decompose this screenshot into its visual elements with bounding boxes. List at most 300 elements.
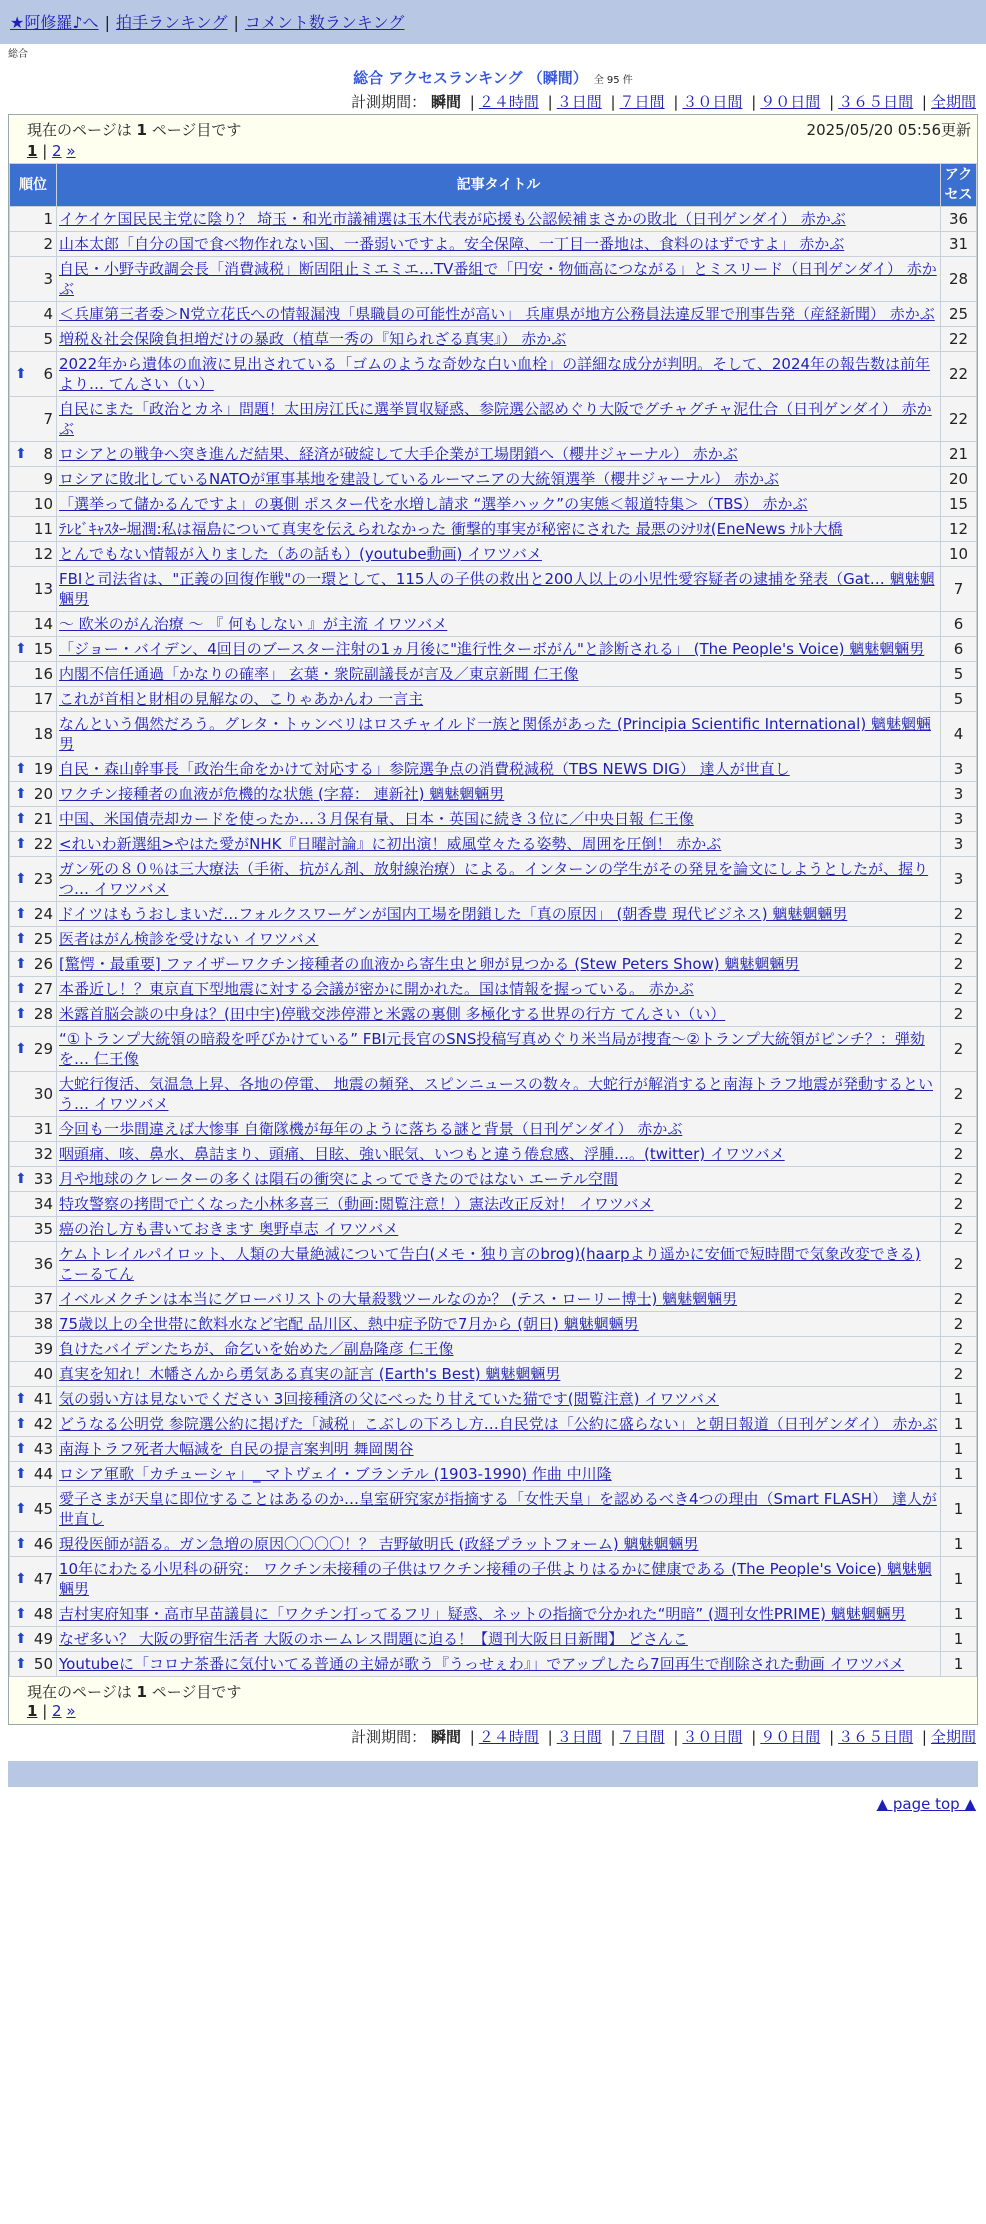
access-count: 25 [941,302,977,327]
table-row [10,1312,977,1337]
title-cell [57,1532,941,1557]
header-rank: 順位 [10,164,57,207]
access-count: 3 [941,757,977,782]
table-row [10,687,977,712]
title-cell [57,1192,941,1217]
access-count: 4 [941,712,977,757]
rank-cell [10,1117,57,1142]
article-link[interactable]: 現役医師が語る。ガン急増の原因〇〇〇〇！？ 吉野敏明氏 (政経プラットフォーム) 魑魅魍魎男 [59,1535,699,1553]
rank-number: 32 [33,1145,53,1163]
title-cell [57,567,941,612]
title-cell [57,1627,941,1652]
period-selector-bottom: 計測期間： 瞬間 | ２４時間 | ３日間 | ７日間 | ３０日間 | ９０日間 | ３６５日間 | 全期間 [351,1728,976,1746]
article-link[interactable]: 山本太郎「自分の国で食べ物作れない国、一番弱いですよ。安全保障、一丁目一番地は、食料のはずですよ」 赤かぶ [59,235,845,253]
title-cell [57,927,941,952]
title-cell [57,977,941,1002]
article-link[interactable]: 南海トラフ死者大幅減を 自民の提言案判明 舞岡関谷 [59,1440,414,1458]
rank-cell [10,1242,57,1287]
rank-number: 44 [33,1465,53,1483]
table-row [10,517,977,542]
access-count: 1 [941,1557,977,1602]
access-count: 6 [941,637,977,662]
table-row [10,1437,977,1462]
article-link[interactable]: Youtubeに「コロナ茶番に気付いてる普通の主婦が歌う『うっせぇわ』」でアップしたら7回再生で削除された動画 イワツバメ [59,1655,905,1673]
rank-number: 40 [33,1365,53,1383]
rank-cell [10,782,57,807]
table-row [10,1027,977,1072]
rank-number: 45 [33,1500,53,1518]
access-count: 3 [941,832,977,857]
title-cell [57,1487,941,1532]
rank-cell [10,1142,57,1167]
access-count: 2 [941,1072,977,1117]
table-row [10,232,977,257]
table-row [10,1652,977,1677]
rank-cell [10,662,57,687]
rank-number: 46 [33,1535,53,1553]
article-link[interactable]: ワクチン接種者の血液が危機的な状態 (字幕： 連新社) 魑魅魍魎男 [59,785,505,803]
access-count: 1 [941,1652,977,1677]
period-link-90d-bottom[interactable]: ９０日間 [760,1728,821,1746]
article-link[interactable]: 癌の治し方も書いておきます 奥野卓志 イワツバメ [59,1220,399,1238]
rank-number: 15 [33,640,53,658]
rank-up-arrow-icon: ⬆ [15,871,27,887]
article-link[interactable]: ロシア軍歌「カチューシャ」_ マトヴェイ・ブランテル (1903-1990) 作曲 中川隆 [59,1465,612,1483]
rank-cell [10,397,57,442]
table-row [10,1602,977,1627]
table-row [10,1557,977,1602]
table-row [10,832,977,857]
article-link[interactable]: なぜ多い？ 大阪の野宿生活者 大阪のホームレス問題に迫る！【週刊大阪日日新聞】 どさんこ [59,1630,688,1648]
access-count: 1 [941,1627,977,1652]
article-link[interactable]: どうなる公明党 参院選公約に掲げた「減税」こぶしの下ろし方…自民党は「公約に盛らない」と朝日報道（日刊ゲンダイ） 赤かぶ [59,1415,938,1433]
rank-number: 49 [33,1630,53,1648]
access-count: 15 [941,492,977,517]
rank-up-arrow-icon: ⬆ [15,1656,27,1672]
rank-cell [10,977,57,1002]
period-link-365d[interactable]: ３６５日間 [838,93,914,111]
period-current: 瞬間 [430,93,461,111]
article-link[interactable]: なんという偶然だろう。グレタ・トゥンベリはロスチャイルド一族と関係があった (Principia Scientific International) 魑魅魍魎男 [59,715,931,753]
period-link-365d-bottom[interactable]: ３６５日間 [838,1728,914,1746]
title-cell [57,207,941,232]
access-count: 2 [941,1287,977,1312]
article-link[interactable]: イケイケ国民民主党に陰り？ 埼玉・和光市議補選は玉木代表が応援も公認候補まさかの敗北（日刊ゲンダイ） 赤かぶ [59,210,846,228]
pagination: 1 | 2 » [27,142,76,160]
rank-up-arrow-icon: ⬆ [15,1606,27,1622]
rank-number: 43 [33,1440,53,1458]
rank-cell [10,232,57,257]
article-link[interactable]: 今回も一歩間違えば大惨事 自衛隊機が毎年のように落ちる謎と背景（日刊ゲンダイ） 赤かぶ [59,1120,683,1138]
rank-cell [10,687,57,712]
period-link-30d[interactable]: ３０日間 [682,93,743,111]
rank-number: 12 [33,545,53,563]
current-page-text: 現在のページは 1 ページ目です [27,121,242,139]
page-2-link[interactable]: 2 [52,142,62,160]
title-cell [57,1437,941,1462]
title-cell [57,302,941,327]
article-link[interactable]: 吉村実府知事・高市早苗議員に「ワクチン打ってるフリ」疑惑、ネットの指摘で分かれた“明暗” (週刊女性PRIME) 魑魅魍魎男 [59,1605,906,1623]
article-link[interactable]: 75歳以上の全世帯に飲料水など宅配 品川区、熱中症予防で7月から (朝日) 魑魅魍魎男 [59,1315,639,1333]
rank-cell [10,1602,57,1627]
rank-cell [10,352,57,397]
article-link[interactable]: 米露首脳会談の中身は？(田中宇)停戦交渉停滞と米露の裏側 多極化する世界の行方 てんさい（い） [59,1005,726,1023]
access-count: 2 [941,1142,977,1167]
rank-number: 1 [43,210,53,228]
rank-up-arrow-icon: ⬆ [15,1391,27,1407]
access-count: 7 [941,567,977,612]
rank-number: 4 [43,305,53,323]
article-link[interactable]: 「選挙って儲かるんですよ」の裏側 ポスター代を水増し請求 “選挙ハック”の実態＜報道特集＞（TBS） 赤かぶ [59,495,808,513]
table-row [10,637,977,662]
article-link[interactable]: FBIと司法省は、"正義の回復作戦"の一環として、115人の子供の救出と200人以上の小児性愛容疑者の逮捕を発表（Gat… 魑魅魍魎男 [59,570,935,608]
table-row [10,1387,977,1412]
page-1-current-bottom: 1 [27,1702,38,1720]
rank-up-arrow-icon: ⬆ [15,761,27,777]
rank-number: 48 [33,1605,53,1623]
title-cell [57,1652,941,1677]
table-row [10,1142,977,1167]
title-cell [57,902,941,927]
article-link[interactable]: 愛子さまが天皇に即位することはあるのか…皇室研究家が指摘する「女性天皇」を認めるべき4つの理由（Smart FLASH） 達人が世直し [59,1490,937,1528]
rank-number: 23 [33,870,53,888]
article-link[interactable]: 特攻警察の拷問で亡くなった小林多喜三（動画:閲覧注意！）憲法改正反対！ イワツバメ [59,1195,654,1213]
article-link[interactable]: 2022年から遺体の血液に見出されている「ゴムのような奇妙な白い血栓」の詳細な成分が判明。そして、2024年の報告数は前年より… てんさい（い） [59,355,931,393]
access-count: 2 [941,1117,977,1142]
period-link-24h[interactable]: ２４時間 [478,93,539,111]
access-count: 6 [941,612,977,637]
table-row [10,302,977,327]
rank-cell [10,517,57,542]
access-count: 2 [941,1192,977,1217]
article-link[interactable]: イベルメクチンは本当にグローバリストの大量殺戮ツールなのか？ (テス・ローリー博士) 魑魅魍魎男 [59,1290,738,1308]
title-cell [57,1557,941,1602]
table-row [10,467,977,492]
table-row [10,442,977,467]
rank-cell [10,567,57,612]
top-nav: ★阿修羅♪へ | 拍手ランキング | コメント数ランキング [0,0,986,44]
access-count: 1 [941,1532,977,1557]
article-link[interactable]: ドイツはもうおしまいだ…フォルクスワーゲンが国内工場を閉鎖した「真の原因」 (朝香豊 現代ビジネス) 魑魅魍魎男 [59,905,848,923]
access-count: 2 [941,902,977,927]
title-cell [57,637,941,662]
table-row [10,1192,977,1217]
access-count: 1 [941,1412,977,1437]
period-link-3d[interactable]: ３日間 [556,93,602,111]
table-row [10,567,977,612]
access-count: 2 [941,1027,977,1072]
rank-number: 35 [33,1220,53,1238]
title-cell [57,857,941,902]
table-row [10,1072,977,1117]
article-link[interactable]: これが首相と財相の見解なの、こりゃあかんわ 一言主 [59,690,424,708]
table-row [10,492,977,517]
period-selector-top: 計測期間： 瞬間 | ２４時間 | ３日間 | ７日間 | ３０日間 | ９０日間 | ３６５日間 | 全期間 [351,93,976,111]
rank-cell [10,467,57,492]
rank-cell [10,1217,57,1242]
rank-number: 19 [33,760,53,778]
pagination-bottom: 1 | 2 » [27,1702,76,1720]
rank-cell [10,902,57,927]
table-row [10,1242,977,1287]
table-row [10,1412,977,1437]
rank-cell [10,1487,57,1532]
rank-number: 27 [33,980,53,998]
access-count: 3 [941,782,977,807]
title-cell [57,1242,941,1287]
article-link[interactable]: 真実を知れ！木幡さんから勇気ある真実の証言 (Earth's Best) 魑魅魍魎男 [59,1365,561,1383]
access-count: 36 [941,207,977,232]
title-cell [57,662,941,687]
rank-cell [10,637,57,662]
page-info-top [9,115,977,163]
rank-cell [10,302,57,327]
access-count: 22 [941,352,977,397]
table-row [10,1362,977,1387]
access-count: 2 [941,1002,977,1027]
title-cell [57,1462,941,1487]
table-row [10,1217,977,1242]
rank-number: 2 [43,235,53,253]
comment-ranking-link[interactable]: コメント数ランキング [244,13,405,32]
table-row [10,952,977,977]
rank-up-arrow-icon: ⬆ [15,641,27,657]
rank-up-arrow-icon: ⬆ [15,1536,27,1552]
table-row [10,1287,977,1312]
rank-cell [10,1362,57,1387]
access-count: 2 [941,1362,977,1387]
next-page-link[interactable]: » [66,142,76,160]
title-cell [57,612,941,637]
rank-number: 5 [43,330,53,348]
rank-cell [10,1337,57,1362]
title-cell [57,352,941,397]
table-row [10,1167,977,1192]
page-2-link-bottom[interactable]: 2 [52,1702,62,1720]
article-link[interactable]: 医者はがん検診を受けない イワツバメ [59,930,319,948]
rank-number: 18 [33,725,53,743]
ranking-rows [10,207,977,1677]
rank-number: 16 [33,665,53,683]
title-cell [57,1287,941,1312]
title-cell [57,1412,941,1437]
clap-ranking-link[interactable]: 拍手ランキング [115,13,228,32]
rank-up-arrow-icon: ⬆ [15,981,27,997]
access-count: 1 [941,1602,977,1627]
access-count: 12 [941,517,977,542]
access-count: 31 [941,232,977,257]
article-link[interactable]: 中国、米国債売却カードを使ったか…３月保有量、日本・英国に続き３位に／中央日報 仁王像 [59,810,694,828]
header-title: 記事タイトル [57,164,941,207]
rank-up-arrow-icon: ⬆ [15,906,27,922]
rank-number: 50 [33,1655,53,1673]
page-1-current: 1 [27,142,38,160]
rank-cell [10,1312,57,1337]
period-link-all[interactable]: 全期間 [930,93,976,111]
access-count: 3 [941,807,977,832]
next-page-link-bottom[interactable]: » [66,1702,76,1720]
article-link[interactable]: 大蛇行復活、気温急上昇、各地の停電、 地震の頻発、スピンニュースの数々。大蛇行が解消すると南海トラフ地震が発動するという… イワツバメ [59,1075,934,1113]
article-link[interactable]: 内閣不信任通過「かなりの確率」 玄葉・衆院副議長が言及／東京新聞 仁王像 [59,665,579,683]
article-link[interactable]: 自民にまた「政治とカネ」問題！太田房江氏に選挙買収疑惑、参院選公認めぐり大阪でグチャグチャ泥仕合（日刊ゲンダイ） 赤かぶ [59,400,932,438]
rank-cell [10,952,57,977]
access-count: 2 [941,1337,977,1362]
title-cell [57,1387,941,1412]
page-top-container [0,1795,986,1819]
table-row [10,927,977,952]
rank-number: 26 [33,955,53,973]
rank-cell [10,927,57,952]
access-count: 5 [941,687,977,712]
table-row [10,1462,977,1487]
title-cell [57,517,941,542]
period-link-7d-bottom[interactable]: ７日間 [619,1728,665,1746]
article-link[interactable]: 月や地球のクレーターの多くは隕石の衝突によってできたのではない エーテル空間 [59,1170,619,1188]
rank-up-arrow-icon: ⬆ [15,1041,27,1057]
rank-up-arrow-icon: ⬆ [15,1171,27,1187]
rank-cell [10,807,57,832]
period-link-90d[interactable]: ９０日間 [760,93,821,111]
table-row [10,1627,977,1652]
rank-number: 30 [33,1085,53,1103]
home-link[interactable]: ★阿修羅♪へ [10,13,99,32]
article-link[interactable]: とんでもない情報が入りました（あの話も）(youtube動画) イワツバメ [59,545,542,563]
ranking-title: 総合 アクセスランキング （瞬間） [353,69,588,87]
article-link[interactable]: ロシアとの戦争へ突き進んだ結果、経済が破綻して大手企業が工場閉鎖へ（櫻井ジャーナル） 赤かぶ [59,445,738,463]
article-link[interactable]: 咽頭痛、咳、鼻水、鼻詰まり、頭痛、目眩、強い眠気、いつもと違う倦怠感、浮腫…。(twitter) イワツバメ [59,1145,785,1163]
title-cell [57,782,941,807]
rank-number: 38 [33,1315,53,1333]
access-count: 28 [941,257,977,302]
period-link-3d-bottom[interactable]: ３日間 [556,1728,602,1746]
rank-number: 31 [33,1120,53,1138]
article-link[interactable]: [驚愕・最重要] ファイザーワクチン接種者の血液から寄生虫と卵が見つかる (Stew Peters Show) 魑魅魍魎男 [59,955,800,973]
rank-up-arrow-icon: ⬆ [15,1416,27,1432]
access-count: 2 [941,927,977,952]
rank-number: 21 [33,810,53,828]
access-count: 1 [941,1437,977,1462]
title-cell [57,257,941,302]
title-cell [57,327,941,352]
rank-cell [10,1532,57,1557]
period-label-bottom: 計測期間： [351,1728,427,1746]
rank-cell [10,1002,57,1027]
period-link-all-bottom[interactable]: 全期間 [930,1728,976,1746]
table-row [10,757,977,782]
title-cell [57,397,941,442]
article-link[interactable]: 自民・森山幹事長「政治生命をかけて対応する」参院選争点の消費税減税（TBS NEWS DIG） 達人が世直し [59,760,790,778]
title-cell [57,1602,941,1627]
rank-cell [10,1412,57,1437]
rank-number: 17 [33,690,53,708]
rank-up-arrow-icon: ⬆ [15,786,27,802]
title-cell [57,952,941,977]
access-count: 2 [941,1312,977,1337]
rank-cell [10,1027,57,1072]
table-row [10,1002,977,1027]
article-link[interactable]: ロシアに敗北しているNATOが軍事基地を建設しているルーマニアの大統領選挙（櫻井ジャーナル） 赤かぶ [59,470,780,488]
period-link-30d-bottom[interactable]: ３０日間 [682,1728,743,1746]
article-link[interactable]: ケムトレイルパイロット、人類の大量絶滅について告白(メモ・独り言のbrog)(haarpより遥かに安価で短時間で気象改変できる) こーるてん [59,1245,921,1283]
article-link[interactable]: ﾃﾚﾋﾞｷｬｽﾀｰ堀潤:私は福島について真実を伝えられなかった 衝撃的事実が秘密にされた 最悪のｼﾅﾘｵ(EneNews ﾅﾙﾄ大橋 [59,520,843,538]
table-row [10,712,977,757]
rank-number: 11 [33,520,53,538]
ranking-table [9,163,977,1677]
category-label: 総合 [8,49,28,60]
rank-number: 37 [33,1290,53,1308]
access-count: 1 [941,1487,977,1532]
rank-up-arrow-icon: ⬆ [15,1631,27,1647]
rank-cell [10,1167,57,1192]
article-link[interactable]: 負けたバイデンたちが、命乞いを始めた／副島隆彦 仁王像 [59,1340,454,1358]
period-current-bottom: 瞬間 [430,1728,461,1746]
rank-up-arrow-icon: ⬆ [15,836,27,852]
access-count: 2 [941,952,977,977]
page-top-link[interactable]: ▲ page top ▲ [876,1795,976,1813]
table-row [10,1117,977,1142]
rank-number: 25 [33,930,53,948]
title-cell [57,757,941,782]
article-link[interactable]: ＜兵庫第三者委＞N党立花氏への情報漏洩「県職員の可能性が高い」 兵庫県が地方公務員法違反罪で刑事告発（産経新聞） 赤かぶ [59,305,935,323]
rank-cell [10,327,57,352]
article-link[interactable]: 10年にわたる小児科の研究： ワクチン未接種の子供はワクチン接種の子供よりはるかに健康である (The People's Voice) 魑魅魍魎男 [59,1560,932,1598]
title-cell [57,1217,941,1242]
access-count: 22 [941,397,977,442]
access-count: 1 [941,1387,977,1412]
table-row [10,352,977,397]
rank-cell [10,1557,57,1602]
rank-cell [10,712,57,757]
rank-cell [10,1192,57,1217]
article-link[interactable]: “①トランプ大統領の暗殺を呼びかけている” FBI元長官のSNS投稿写真めぐり米当局が捜査～②トランプ大統領がピンチ？：弾劾を… 仁王像 [59,1030,925,1068]
title-cell [57,1072,941,1117]
article-link[interactable]: ガン死の８０％は三大療法（手術、抗がん剤、放射線治療）による。インターンの学生がその発見を論文にしようとしたが、握りつ… イワツバメ [59,860,929,898]
rank-up-arrow-icon: ⬆ [15,1501,27,1517]
rank-number: 33 [33,1170,53,1188]
article-link[interactable]: <れいわ新選組>やはた愛がNHK『日曜討論』に初出演！威風堂々たる姿勢、周囲を圧倒！ 赤かぶ [59,835,722,853]
table-row [10,542,977,567]
article-link[interactable]: 「ジョー・バイデン、4回目のブースター注射の1ヵ月後に"進行性ターボがん"と診断される」 (The People's Voice) 魑魅魍魎男 [59,640,925,658]
article-link[interactable]: 本番近し！？東京直下型地震に対する会議が密かに開かれた。国は情報を握っている。 赤かぶ [59,980,694,998]
rank-number: 14 [33,615,53,633]
table-row [10,1532,977,1557]
current-page-text-bottom: 現在のページは 1 ページ目です [27,1683,242,1701]
article-link[interactable]: 気の弱い方は見ないでください 3回接種済の父にべったり甘えていた猫です(閲覧注意) イワツバメ [59,1390,719,1408]
access-count: 22 [941,327,977,352]
table-row [10,257,977,302]
article-link[interactable]: 自民・小野寺政調会長「消費減税」断固阻止ミエミエ…TV番組で「円安・物価高につながる」とミスリード（日刊ゲンダイ） 赤かぶ [59,260,937,298]
title-cell [57,1002,941,1027]
title-cell [57,1362,941,1387]
rank-up-arrow-icon: ⬆ [15,956,27,972]
article-link[interactable]: 増税＆社会保険負担増だけの暴政（植草一秀の『知られざる真実』） 赤かぶ [59,330,567,348]
rank-number: 3 [43,270,53,288]
table-row [10,327,977,352]
article-link[interactable]: ～ 欧米のがん治療 ～ 『 何もしない 』が主流 イワツバメ [59,615,448,633]
title-cell [57,232,941,257]
page-title [0,66,986,90]
updated-time: 2025/05/20 05:56更新 [806,121,971,139]
period-link-24h-bottom[interactable]: ２４時間 [478,1728,539,1746]
rank-cell [10,1462,57,1487]
table-row [10,662,977,687]
period-link-7d[interactable]: ７日間 [619,93,665,111]
rank-number: 34 [33,1195,53,1213]
rank-up-arrow-icon: ⬆ [15,811,27,827]
rank-up-arrow-icon: ⬆ [15,446,27,462]
title-cell [57,712,941,757]
title-cell [57,1027,941,1072]
